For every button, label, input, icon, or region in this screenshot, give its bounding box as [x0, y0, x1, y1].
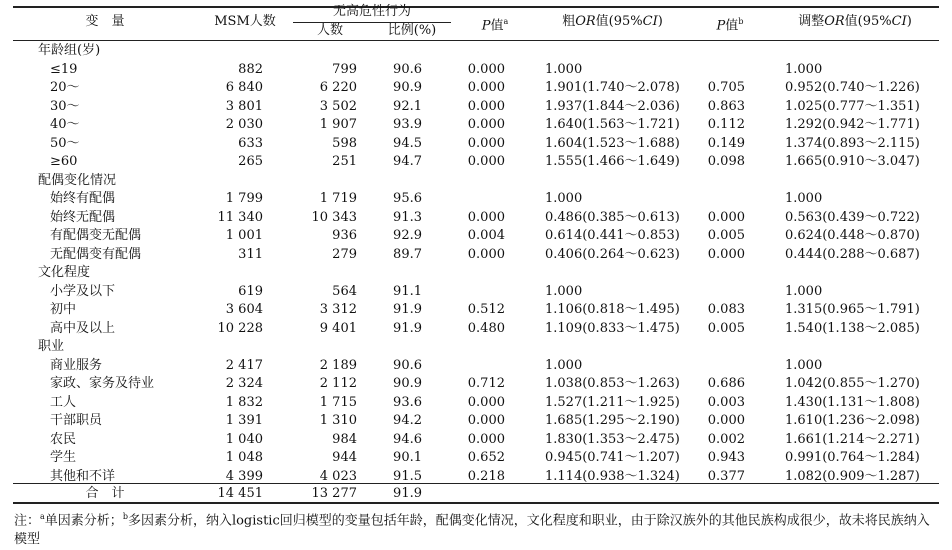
cell-or1: 1.555(1.466～1.649)	[545, 154, 680, 169]
cell-count: 251	[332, 154, 357, 169]
cell-p2: 0.943	[707, 450, 745, 465]
cell-msm: 1 048	[225, 450, 263, 465]
row-label: 其他和不详	[50, 468, 116, 484]
cell-p1: 0.218	[467, 468, 505, 484]
cell-ratio: 92.9	[393, 228, 422, 243]
cell-count: 944	[332, 450, 357, 465]
cell-p1: 0.480	[467, 320, 505, 336]
footnote-text-b: 多因素分析，纳入logistic回归模型的变量包括年龄，配偶变化情况，文化程度和职业，由于除汉族外的其他民族构成很少，故未将民族纳入模型	[14, 513, 930, 548]
table-footnote	[14, 507, 939, 549]
cell-or1: 0.406(0.264～0.623)	[545, 246, 680, 262]
cell-or2: 1.430(1.131～1.808)	[785, 394, 920, 410]
cell-or2: 1.042(0.855～1.270)	[785, 376, 920, 391]
cell-p2: 0.000	[707, 413, 745, 428]
cell-or1: 1.604(1.523～1.688)	[545, 135, 680, 151]
cell-or1: 1.000	[545, 61, 583, 77]
group-label: 文化程度	[38, 265, 91, 280]
footnote-text-a: 单因素分析；	[44, 513, 123, 529]
cell-msm: 633	[238, 135, 263, 151]
cell-p2: 0.005	[707, 320, 745, 336]
header-adj-or-italic: OR	[824, 14, 845, 29]
header-crude-prefix: 粗	[562, 14, 576, 29]
header-p-a-sup: a	[503, 17, 509, 26]
cell-p2: 0.000	[707, 246, 745, 262]
row-label: 始终有配偶	[50, 191, 116, 206]
cell-or1: 1.109(0.833～1.475)	[545, 320, 680, 336]
cell-count: 564	[332, 283, 357, 299]
footnote-sup-b: b	[122, 512, 128, 521]
row-label: 始终无配偶	[50, 209, 116, 225]
cell-count: 1 719	[319, 191, 357, 206]
cell-p1: 0.000	[467, 246, 505, 262]
cell-or1: 0.486(0.385～0.613)	[545, 209, 680, 225]
cell-msm: 3 801	[225, 98, 263, 114]
cell-ratio: 95.6	[393, 191, 422, 206]
cell-or2: 1.025(0.777～1.351)	[785, 98, 920, 114]
cell-or1: 1.038(0.853～1.263)	[545, 376, 680, 391]
cell-msm: 1 040	[225, 431, 263, 447]
cell-count: 2 189	[319, 357, 357, 373]
cell-p1: 0.000	[467, 209, 505, 225]
cell-or2: 1.315(0.965～1.791)	[785, 302, 920, 317]
row-label: 干部职员	[50, 413, 103, 428]
header-p-b-sup: b	[738, 17, 744, 26]
cell-or2: 0.952(0.740～1.226)	[785, 80, 920, 95]
header-ratio-text: 比例(%)	[387, 23, 437, 38]
cell-or1: 1.000	[545, 357, 583, 373]
header-msm-count-text: MSM人数	[214, 14, 276, 29]
row-label: ≥60	[50, 154, 78, 169]
cell-or1: 0.614(0.441～0.853)	[545, 228, 680, 243]
cell-p2: 0.083	[707, 302, 745, 317]
total-ratio	[360, 484, 422, 503]
group-label: 配偶变化情况	[38, 172, 117, 188]
footnote-sup-a: a	[40, 512, 45, 521]
header-crude-middle: 值(95%	[595, 14, 643, 29]
row-label: 有配偶变无配偶	[50, 228, 142, 243]
cell-p2: 0.149	[707, 135, 745, 151]
row-label: 小学及以下	[50, 283, 116, 299]
header-adj-prefix: 调整	[798, 14, 825, 29]
header-p-b-suffix: 值	[725, 18, 739, 34]
row-label: 30～	[50, 98, 80, 114]
total-msm	[190, 484, 263, 503]
header-crude-end: )	[657, 14, 663, 29]
cell-ratio: 90.6	[393, 61, 422, 77]
cell-p2: 0.005	[707, 228, 745, 243]
cell-or1: 1.114(0.938～1.324)	[545, 468, 680, 484]
total-count	[280, 484, 357, 503]
header-adj-middle: 值(95%	[844, 14, 892, 29]
cell-or1: 1.527(1.211～1.925)	[545, 394, 680, 410]
cell-ratio: 94.7	[393, 154, 422, 169]
cell-p1: 0.004	[467, 228, 505, 243]
row-label: 无配偶变有配偶	[50, 246, 142, 262]
row-label: 高中及以上	[50, 320, 116, 336]
cell-or2: 1.000	[785, 61, 823, 77]
cell-count: 984	[332, 431, 357, 447]
cell-p2: 0.112	[707, 117, 745, 132]
cell-or2: 1.610(1.236～2.098)	[785, 413, 920, 428]
cell-p1: 0.000	[467, 117, 505, 132]
cell-p2: 0.705	[707, 80, 745, 95]
cell-or2: 0.563(0.439～0.722)	[785, 209, 920, 225]
cell-or1: 1.830(1.353～2.475)	[545, 431, 680, 447]
row-label: 工人	[50, 394, 77, 410]
cell-ratio: 90.9	[393, 376, 422, 391]
cell-ratio: 94.5	[393, 135, 422, 151]
cell-or1: 1.000	[545, 283, 583, 299]
row-label: 20～	[50, 80, 80, 95]
cell-p2: 0.098	[707, 154, 745, 169]
cell-p1: 0.712	[467, 376, 505, 391]
cell-msm: 2 030	[225, 117, 263, 132]
footnote-prefix: 注：	[14, 513, 41, 529]
header-p-value-b	[700, 12, 760, 35]
cell-ratio: 94.6	[393, 431, 422, 447]
header-adj-end: )	[906, 14, 912, 29]
cell-count: 4 023	[319, 468, 357, 484]
cell-or2: 1.540(1.138～2.085)	[785, 320, 920, 336]
cell-p2: 0.377	[707, 468, 745, 484]
header-variable	[40, 12, 170, 31]
cell-p2: 0.863	[707, 98, 745, 114]
cell-or2: 1.665(0.910～3.047)	[785, 154, 920, 169]
cell-ratio: 91.3	[393, 209, 422, 225]
row-label: ≤19	[50, 61, 78, 77]
header-no-high-risk-group	[293, 2, 451, 21]
row-label: 农民	[50, 431, 77, 447]
cell-p1: 0.000	[467, 61, 505, 77]
row-label: 学生	[50, 450, 77, 465]
cell-count: 279	[332, 246, 357, 262]
header-ratio	[372, 21, 452, 40]
cell-ratio: 89.7	[393, 246, 422, 262]
cell-msm: 2 417	[225, 357, 263, 373]
cell-msm: 4 399	[225, 468, 263, 484]
header-p-value-a	[465, 12, 525, 35]
cell-or1: 1.937(1.844～2.036)	[545, 98, 680, 114]
cell-ratio: 92.1	[393, 98, 422, 114]
cell-p2: 0.000	[707, 209, 745, 225]
cell-count: 1 907	[319, 117, 357, 132]
cell-count: 10 343	[311, 209, 357, 225]
header-count-text: 人数	[316, 23, 343, 38]
cell-count: 2 112	[319, 376, 357, 391]
cell-ratio: 91.9	[393, 320, 422, 336]
cell-p1: 0.000	[467, 431, 505, 447]
cell-msm: 1 001	[225, 228, 263, 243]
cell-count: 6 220	[319, 80, 357, 95]
cell-or2: 1.292(0.942～1.771)	[785, 117, 920, 132]
cell-count: 3 312	[319, 302, 357, 317]
cell-msm: 1 832	[225, 394, 263, 410]
cell-or2: 1.000	[785, 283, 823, 299]
cell-count: 3 502	[319, 98, 357, 114]
cell-count: 799	[332, 61, 357, 77]
header-p-b-italic: P	[716, 18, 726, 34]
cell-msm: 1 799	[225, 191, 263, 206]
row-label: 40～	[50, 117, 80, 132]
cell-p1: 0.000	[467, 80, 505, 95]
cell-p1: 0.652	[467, 450, 505, 465]
cell-ratio: 93.9	[393, 117, 422, 132]
row-label: 家政、家务及待业	[50, 376, 155, 391]
cell-or1: 1.901(1.740～2.078)	[545, 80, 680, 95]
cell-msm: 3 604	[225, 302, 263, 317]
cell-or1: 0.945(0.741～1.207)	[545, 450, 680, 465]
cell-or1: 1.106(0.818～1.495)	[545, 302, 680, 317]
cell-count: 1 715	[319, 394, 357, 410]
cell-or2: 0.991(0.764～1.284)	[785, 450, 920, 465]
cell-or2: 1.082(0.909～1.287)	[785, 468, 920, 484]
cell-or2: 1.661(1.214～2.271)	[785, 431, 920, 447]
cell-p2: 0.002	[707, 431, 745, 447]
cell-p2: 0.003	[707, 394, 745, 410]
cell-msm: 6 840	[225, 80, 263, 95]
cell-or2: 1.374(0.893～2.115)	[785, 135, 920, 151]
total-label-text: 合 计	[85, 486, 125, 501]
cell-msm: 10 228	[217, 320, 263, 336]
cell-msm: 619	[238, 283, 263, 299]
cell-p2: 0.686	[707, 376, 745, 391]
header-no-high-risk-text: 无高危性行为	[332, 4, 411, 19]
header-adj-ci: CI	[891, 14, 907, 29]
cell-msm: 2 324	[225, 376, 263, 391]
cell-or1: 1.000	[545, 191, 583, 206]
total-label	[40, 484, 170, 503]
header-adjusted-or	[770, 12, 940, 31]
cell-msm: 265	[238, 154, 263, 169]
cell-count: 1 310	[319, 413, 357, 428]
cell-msm: 1 391	[225, 413, 263, 428]
table-top-rule	[13, 6, 939, 8]
cell-msm: 11 340	[217, 209, 263, 225]
cell-ratio: 94.2	[393, 413, 422, 428]
total-count-text: 13 277	[311, 486, 357, 501]
cell-p1: 0.000	[467, 413, 505, 428]
cell-p1: 0.000	[467, 154, 505, 169]
cell-ratio: 90.9	[393, 80, 422, 95]
cell-p1: 0.000	[467, 135, 505, 151]
header-crude-or-italic: OR	[575, 14, 596, 29]
cell-count: 598	[332, 135, 357, 151]
header-crude-or	[530, 12, 695, 31]
cell-p1: 0.000	[467, 394, 505, 410]
cell-or1: 1.640(1.563～1.721)	[545, 117, 680, 132]
cell-ratio: 90.6	[393, 357, 422, 373]
cell-ratio: 91.1	[393, 283, 422, 299]
cell-p1: 0.512	[467, 302, 505, 317]
cell-or1: 1.685(1.295～2.190)	[545, 413, 680, 428]
header-bottom-rule	[13, 40, 939, 41]
row-label: 初中	[50, 302, 77, 317]
row-label: 商业服务	[50, 357, 103, 373]
cell-or2: 0.624(0.448～0.870)	[785, 228, 920, 243]
header-variable-text: 变 量	[85, 14, 125, 29]
cell-ratio: 90.1	[393, 450, 422, 465]
header-msm-count	[200, 12, 290, 31]
cell-msm: 311	[238, 246, 263, 262]
header-count	[295, 21, 365, 40]
cell-count: 936	[332, 228, 357, 243]
header-p-a-italic: P	[481, 18, 491, 34]
cell-or2: 1.000	[785, 357, 823, 373]
cell-ratio: 91.5	[393, 468, 422, 484]
total-msm-text: 14 451	[217, 486, 263, 501]
cell-p1: 0.000	[467, 98, 505, 114]
header-p-a-suffix: 值	[490, 18, 504, 34]
cell-or2: 0.444(0.288～0.687)	[785, 246, 920, 262]
group-label: 年龄组(岁)	[38, 43, 101, 58]
total-ratio-text: 91.9	[393, 486, 422, 501]
cell-or2: 1.000	[785, 191, 823, 206]
header-crude-ci: CI	[642, 14, 658, 29]
cell-ratio: 91.9	[393, 302, 422, 317]
row-label: 50～	[50, 135, 80, 151]
cell-ratio: 93.6	[393, 394, 422, 410]
group-label: 职业	[38, 339, 65, 354]
cell-msm: 882	[238, 61, 263, 77]
cell-count: 9 401	[319, 320, 357, 336]
